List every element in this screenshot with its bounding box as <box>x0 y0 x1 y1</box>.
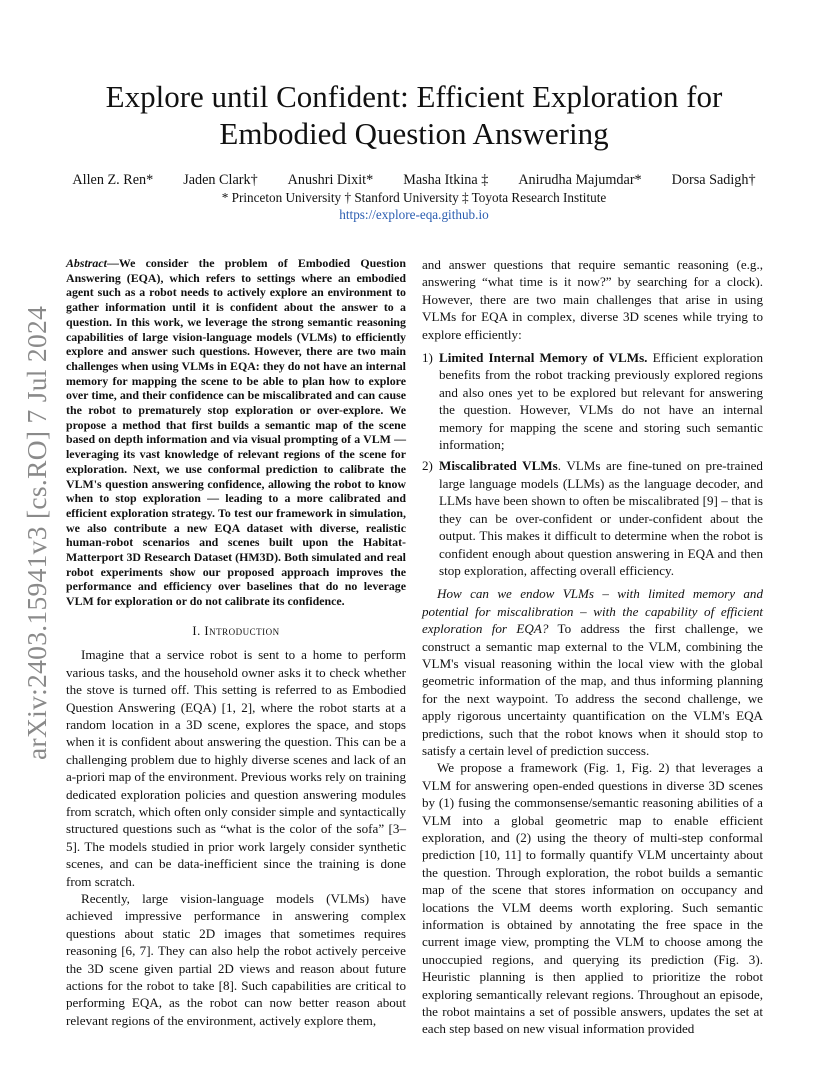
list-item-bold: Limited Internal Memory of VLMs. <box>439 350 648 366</box>
intro-paragraph-4 <box>422 585 763 759</box>
list-item <box>422 349 763 453</box>
intro-paragraph-2: Recently, large vision-language models (VLMs) have achieved impressive performance in answering complex questions about static 2D images that sometimes requires reasoning [6, 7]. They can also help the robot actively perceive the 3D scene given partial 2D views and reason about future actions for the robot to take [8]. Such capabilities are critical to performing EQA, as the robot can now better reason about relevant regions of the environment, actively explore them, <box>66 890 406 1028</box>
author: Masha Itkina ‡ <box>403 172 489 188</box>
intro-paragraph-4-text: To address the first challenge, we construct a semantic map external to the VLM, combining the VLM's visual reasoning within the local view with the global geometric information of the map, and thus informing planning for the next waypoint. To address the second challenge, we apply rigorous uncertainty quantification on the VLM's EQA predictions, such that the robot knows when it should stop to satisfy a certain level of prediction success. <box>422 621 763 758</box>
author: Jaden Clark† <box>183 172 258 188</box>
author: Anirudha Majumdar* <box>518 172 642 188</box>
author-list <box>40 172 788 189</box>
author: Anushri Dixit* <box>287 172 374 188</box>
list-item-text: . VLMs are fine-tuned on pre-trained large language models (LLMs) as the language decoder, and LLMs have been shown to often be miscalibrated [9] – that is they can be over-confident or under-confident about the output. This makes it difficult to determine when the robot is confident enough about question answering in EQA and then stop exploration, affecting overall efficiency. <box>439 458 763 578</box>
project-url-link[interactable]: https://explore-eqa.github.io <box>339 207 489 222</box>
affiliations: * Princeton University † Stanford University ‡ Toyota Research Institute <box>221 190 607 205</box>
challenge-list <box>422 349 763 579</box>
title-line-1: Explore until Confident: Efficient Exploration for <box>105 79 723 114</box>
arxiv-identifier: arXiv:2403.15941v3 [cs.RO] 7 Jul 2024 <box>21 305 52 760</box>
paper-title <box>40 78 788 152</box>
title-line-2: Embodied Question Answering <box>219 116 609 151</box>
author: Dorsa Sadigh† <box>671 172 756 188</box>
research-question: How can we endow VLMs – with limited memory and potential for miscalibration – with the capability of efficient exploration for EQA? <box>422 586 763 637</box>
abstract-label: Abstract <box>66 256 107 270</box>
abstract-text: —We consider the problem of Embodied Question Answering (EQA), which refers to settings where an embodied agent such as a robot needs to actively explore an environment to gather information until it is confident about the answer to a question. In this work, we leverage the strong semantic reasoning capabilities of large vision-language models (VLMs) to efficiently explore and answer such questions. However, there are two main challenges when using VLMs in EQA: they do not have an internal memory for mapping the scene to be able to plan how to explore over time, and their confidence can be miscalibrated and can cause the robot to prematurely stop exploration or over-explore. We propose a method that first builds a semantic map of the scene based on depth information and via visual prompting of a VLM — leveraging its vast knowledge of relevant regions of the scene for exploration. Next, we use conformal prediction to calibrate the VLM's question answering confidence, allowing the robot to know when to stop exploration — leading to a more calibrated and efficient exploration strategy. To test our framework in simulation, we also contribute a new EQA dataset with diverse, realistic human-robot scenarios and scenes built upon the Habitat-Matterport 3D Research Dataset (HM3D). Both simulated and real robot experiments show our proposed approach improves the performance and efficiency over baselines that do no leverage VLM for exploration or do not calibrate its confidence. <box>66 256 406 609</box>
list-item-number: 1) <box>422 350 433 366</box>
section-heading-introduction: I. Introduction <box>192 623 280 638</box>
list-item-text: Efficient exploration benefits from the robot tracking previously explored regions and also ones yet to be explored but relevant for answering the question. However, VLMs do not have an internal memory for mapping the scene and storing such semantic information; <box>439 350 763 453</box>
list-item-number: 2) <box>422 458 433 474</box>
left-column <box>66 256 406 1029</box>
right-column <box>422 256 763 1038</box>
list-item <box>422 457 763 579</box>
intro-paragraph-5: We propose a framework (Fig. 1, Fig. 2) that leverages a VLM for answering open-ended questions in diverse 3D scenes by (1) fusing the commonsense/semantic reasoning abilities of a VLM into a global geometric map to enable efficient exploration, and (2) using the theory of multi-step conformal prediction [10, 11] to formally quantify VLM uncertainty about the question. Through exploration, the robot builds a semantic map of the scene that stores information on occupancy and locations the VLM deems worth exploring. Such semantic information is obtained by annotating the free space in the current image view, prompting the VLM to choose among the unoccupied regions, and querying its prediction (Fig. 3). Heuristic planning is then applied to prioritize the robot exploring semantically relevant regions. Throughout an episode, the robot maintains a set of possible answers, updates the set at each step based on new visual information provided <box>422 760 763 1037</box>
author: Allen Z. Ren* <box>72 172 154 188</box>
intro-paragraph-1: Imagine that a service robot is sent to a home to perform various tasks, and the household owner asks it to check whether the stove is turned off. This setting is referred to as Embodied Question Answering (EQA) [1, 2], where the robot starts at a random location in a 3D scene, explores the space, and stops when it is confident about answering the question. This can be a challenging problem due to highly diverse scenes and lack of an a-priori map of the environment. Previous works rely on training dedicated exploration policies and question answering modules from scratch, which often only consider simple and syntactically structured questions such as “what is the color of the sofa” [3–5]. The models studied in prior work largely consider synthetic scenes, and can be data-inefficient since the training is done from scratch. <box>66 647 406 889</box>
list-item-bold: Miscalibrated VLMs <box>439 458 558 474</box>
intro-paragraph-3: and answer questions that require semantic reasoning (e.g., answering “what time is it now?” by searching for a clock). However, there are two main challenges that arise in using VLMs for EQA in complex, diverse 3D scenes while trying to explore efficiently: <box>422 257 763 342</box>
abstract <box>66 256 406 609</box>
